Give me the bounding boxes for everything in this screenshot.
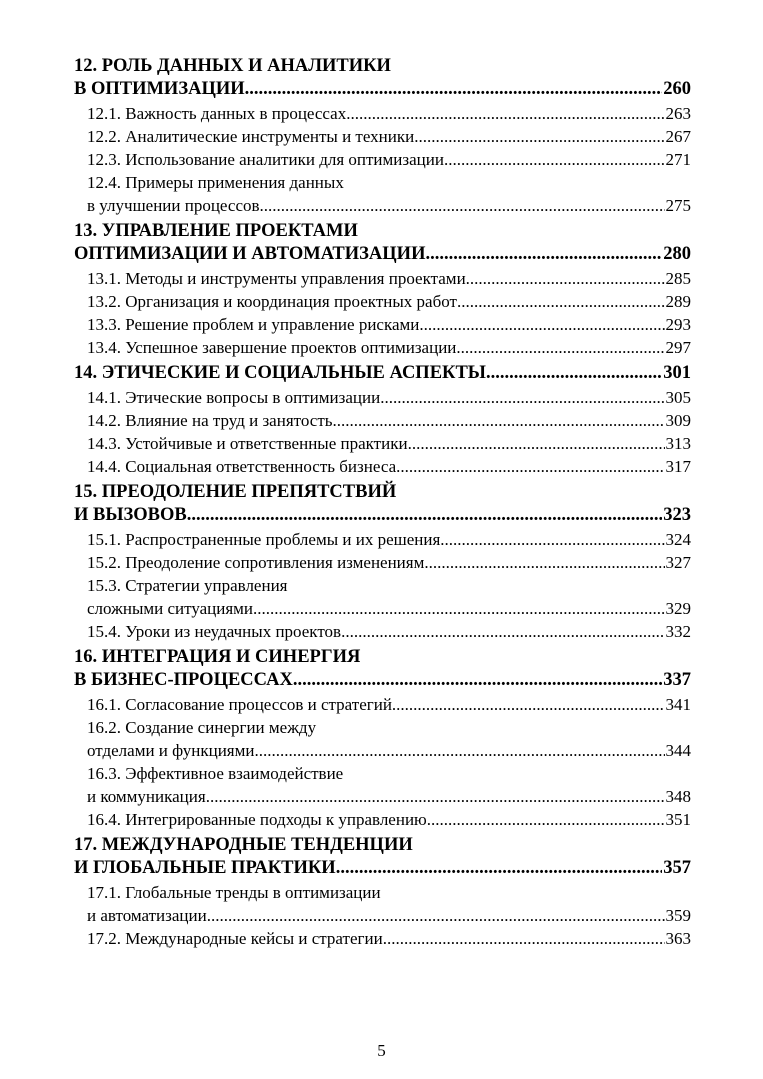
section-entry-title: и автоматизации bbox=[87, 906, 207, 925]
section-entry-title: 16.1. Согласование процессов и стратегий bbox=[87, 695, 392, 714]
section-entry bbox=[87, 785, 691, 808]
section-entry bbox=[87, 290, 691, 313]
section-entry-page: 275 bbox=[665, 196, 691, 215]
dot-leader bbox=[444, 148, 665, 171]
section-list bbox=[74, 386, 691, 478]
chapter-entry bbox=[74, 857, 691, 880]
chapter-entry-title: И ВЫЗОВОВ bbox=[74, 505, 187, 525]
dot-leader bbox=[408, 432, 665, 455]
section-title-line: 16.3. Эффективное взаимодействие bbox=[87, 764, 344, 783]
section-entry-title: 13.2. Организация и координация проектных работ bbox=[87, 292, 457, 311]
dot-leader bbox=[260, 194, 665, 217]
section-list bbox=[74, 693, 691, 831]
toc-section bbox=[87, 386, 691, 409]
section-entry-page: 332 bbox=[665, 622, 691, 641]
toc-section bbox=[87, 125, 691, 148]
section-entry-title: и коммуникация bbox=[87, 787, 206, 806]
section-title-line: 17.1. Глобальные тренды в оптимизации bbox=[87, 883, 381, 902]
section-entry-page: 285 bbox=[665, 269, 691, 288]
section-entry-title: отделами и функциями bbox=[87, 741, 255, 760]
section-entry bbox=[87, 693, 691, 716]
dot-leader bbox=[245, 78, 663, 101]
section-entry-page: 263 bbox=[665, 104, 691, 123]
section-entry bbox=[87, 194, 691, 217]
toc-section bbox=[87, 693, 691, 716]
dot-leader bbox=[457, 290, 665, 313]
dot-leader bbox=[253, 597, 664, 620]
toc-section bbox=[87, 808, 691, 831]
section-entry-title: 14.2. Влияние на труд и занятость bbox=[87, 411, 333, 430]
chapter-entry-page: 323 bbox=[663, 505, 691, 525]
toc-chapter bbox=[74, 646, 691, 831]
chapter-title-line: 17. МЕЖДУНАРОДНЫЕ ТЕНДЕНЦИИ bbox=[74, 835, 413, 855]
section-list bbox=[74, 102, 691, 217]
section-entry-page: 359 bbox=[665, 906, 691, 925]
section-entry-page: 305 bbox=[665, 388, 691, 407]
section-entry bbox=[87, 808, 691, 831]
section-entry-page: 348 bbox=[665, 787, 691, 806]
section-entry bbox=[87, 336, 691, 359]
section-entry-title: 15.2. Преодоление сопротивления изменениям bbox=[87, 553, 425, 572]
section-entry bbox=[87, 620, 691, 643]
section-entry bbox=[87, 551, 691, 574]
toc-section bbox=[87, 409, 691, 432]
section-entry-title: в улучшении процессов bbox=[87, 196, 260, 215]
toc-section bbox=[87, 762, 691, 808]
section-entry bbox=[87, 409, 691, 432]
chapter-entry-page: 357 bbox=[663, 858, 691, 878]
section-list bbox=[74, 528, 691, 643]
section-entry-title: 13.1. Методы и инструменты управления проектами bbox=[87, 269, 466, 288]
section-entry bbox=[87, 102, 691, 125]
chapter-entry-page: 280 bbox=[663, 244, 691, 264]
section-entry-page: 351 bbox=[665, 810, 691, 829]
chapter-title-line: 15. ПРЕОДОЛЕНИЕ ПРЕПЯТСТВИЙ bbox=[74, 482, 397, 502]
chapter-entry-title: В БИЗНЕС-ПРОЦЕССАХ bbox=[74, 670, 293, 690]
chapter-heading bbox=[74, 362, 691, 385]
toc-section bbox=[87, 313, 691, 336]
toc-chapter bbox=[74, 834, 691, 950]
chapter-entry-page: 301 bbox=[663, 363, 691, 383]
section-list bbox=[74, 881, 691, 950]
page-number: 5 bbox=[377, 1041, 386, 1060]
section-title-line: 15.3. Стратегии управления bbox=[87, 576, 288, 595]
chapter-entry-title: И ГЛОБАЛЬНЫЕ ПРАКТИКИ bbox=[74, 858, 336, 878]
table-of-contents bbox=[74, 55, 691, 953]
chapter-entry-page: 260 bbox=[663, 79, 691, 99]
dot-leader bbox=[392, 693, 665, 716]
section-entry bbox=[87, 432, 691, 455]
chapter-entry-title: 14. ЭТИЧЕСКИЕ И СОЦИАЛЬНЫЕ АСПЕКТЫ bbox=[74, 363, 486, 383]
section-entry-page: 267 bbox=[665, 127, 691, 146]
toc-section bbox=[87, 927, 691, 950]
section-entry-title: 12.3. Использование аналитики для оптимизации bbox=[87, 150, 444, 169]
section-entry-title: 17.2. Международные кейсы и стратегии bbox=[87, 929, 383, 948]
chapter-title-line: 12. РОЛЬ ДАННЫХ И АНАЛИТИКИ bbox=[74, 56, 391, 76]
dot-leader bbox=[380, 386, 664, 409]
chapter-entry bbox=[74, 669, 691, 692]
toc-chapter bbox=[74, 362, 691, 478]
section-entry bbox=[87, 597, 691, 620]
toc-section bbox=[87, 551, 691, 574]
toc-section bbox=[87, 620, 691, 643]
section-entry bbox=[87, 125, 691, 148]
chapter-entry-title: ОПТИМИЗАЦИИ И АВТОМАТИЗАЦИИ bbox=[74, 244, 426, 264]
dot-leader bbox=[333, 409, 665, 432]
section-entry-page: 329 bbox=[665, 599, 691, 618]
section-entry bbox=[87, 313, 691, 336]
dot-leader bbox=[427, 808, 665, 831]
dot-leader bbox=[424, 551, 664, 574]
toc-section bbox=[87, 528, 691, 551]
chapter-entry bbox=[74, 362, 691, 385]
section-entry-title: 14.1. Этические вопросы в оптимизации bbox=[87, 388, 381, 407]
section-entry bbox=[87, 904, 691, 927]
dot-leader bbox=[207, 904, 665, 927]
section-entry bbox=[87, 927, 691, 950]
section-list bbox=[74, 267, 691, 359]
dot-leader bbox=[396, 455, 664, 478]
chapter-entry bbox=[74, 78, 691, 101]
toc-section bbox=[87, 267, 691, 290]
dot-leader bbox=[206, 785, 665, 808]
chapter-title-line: 16. ИНТЕГРАЦИЯ И СИНЕРГИЯ bbox=[74, 647, 361, 667]
chapter-heading bbox=[74, 220, 691, 266]
dot-leader bbox=[419, 313, 664, 336]
toc-chapter bbox=[74, 481, 691, 643]
section-entry-page: 363 bbox=[665, 929, 691, 948]
section-entry-page: 293 bbox=[665, 315, 691, 334]
section-entry bbox=[87, 267, 691, 290]
dot-leader bbox=[486, 362, 662, 385]
section-entry-page: 324 bbox=[665, 530, 691, 549]
chapter-entry bbox=[74, 504, 691, 527]
toc-section bbox=[87, 716, 691, 762]
chapter-entry bbox=[74, 243, 691, 266]
dot-leader bbox=[414, 125, 664, 148]
section-entry bbox=[87, 739, 691, 762]
chapter-title-line: 13. УПРАВЛЕНИЕ ПРОЕКТАМИ bbox=[74, 221, 358, 241]
section-entry-title: 15.1. Распространенные проблемы и их решения bbox=[87, 530, 441, 549]
section-entry-page: 327 bbox=[665, 553, 691, 572]
section-entry-title: 16.4. Интегрированные подходы к управлению bbox=[87, 810, 427, 829]
section-entry-title: 12.2. Аналитические инструменты и техники bbox=[87, 127, 415, 146]
section-entry-title: 14.4. Социальная ответственность бизнеса bbox=[87, 457, 397, 476]
dot-leader bbox=[425, 243, 662, 266]
toc-section bbox=[87, 432, 691, 455]
section-entry-page: 317 bbox=[665, 457, 691, 476]
section-entry-page: 341 bbox=[665, 695, 691, 714]
section-entry-title: сложными ситуациями bbox=[87, 599, 254, 618]
section-entry-page: 271 bbox=[665, 150, 691, 169]
section-entry-page: 309 bbox=[665, 411, 691, 430]
dot-leader bbox=[383, 927, 665, 950]
section-title-line: 16.2. Создание синергии между bbox=[87, 718, 317, 737]
toc-section bbox=[87, 336, 691, 359]
section-entry-page: 313 bbox=[665, 434, 691, 453]
section-entry bbox=[87, 455, 691, 478]
section-entry-title: 14.3. Устойчивые и ответственные практики bbox=[87, 434, 408, 453]
section-entry-page: 297 bbox=[665, 338, 691, 357]
section-entry-title: 12.1. Важность данных в процессах bbox=[87, 104, 347, 123]
dot-leader bbox=[341, 620, 664, 643]
toc-section bbox=[87, 881, 691, 927]
section-entry-page: 289 bbox=[665, 292, 691, 311]
chapter-heading bbox=[74, 55, 691, 101]
toc-section bbox=[87, 455, 691, 478]
toc-section bbox=[87, 148, 691, 171]
chapter-heading bbox=[74, 481, 691, 527]
section-entry bbox=[87, 386, 691, 409]
dot-leader bbox=[293, 669, 662, 692]
section-title-line: 12.4. Примеры применения данных bbox=[87, 173, 344, 192]
dot-leader bbox=[440, 528, 664, 551]
chapter-heading bbox=[74, 834, 691, 880]
dot-leader bbox=[466, 267, 665, 290]
chapter-heading bbox=[74, 646, 691, 692]
section-entry bbox=[87, 528, 691, 551]
section-entry-title: 13.3. Решение проблем и управление рисками bbox=[87, 315, 420, 334]
section-entry bbox=[87, 148, 691, 171]
chapter-entry-page: 337 bbox=[663, 670, 691, 690]
chapter-entry-title: В ОПТИМИЗАЦИИ bbox=[74, 79, 245, 99]
toc-chapter bbox=[74, 220, 691, 359]
section-entry-title: 15.4. Уроки из неудачных проектов bbox=[87, 622, 342, 641]
dot-leader bbox=[187, 504, 663, 527]
toc-section bbox=[87, 171, 691, 217]
toc-chapter bbox=[74, 55, 691, 217]
section-entry-page: 344 bbox=[665, 741, 691, 760]
dot-leader bbox=[346, 102, 664, 125]
toc-section bbox=[87, 574, 691, 620]
dot-leader bbox=[336, 857, 663, 880]
toc-section bbox=[87, 290, 691, 313]
dot-leader bbox=[254, 739, 664, 762]
section-entry-title: 13.4. Успешное завершение проектов оптимизации bbox=[87, 338, 457, 357]
dot-leader bbox=[456, 336, 664, 359]
toc-section bbox=[87, 102, 691, 125]
